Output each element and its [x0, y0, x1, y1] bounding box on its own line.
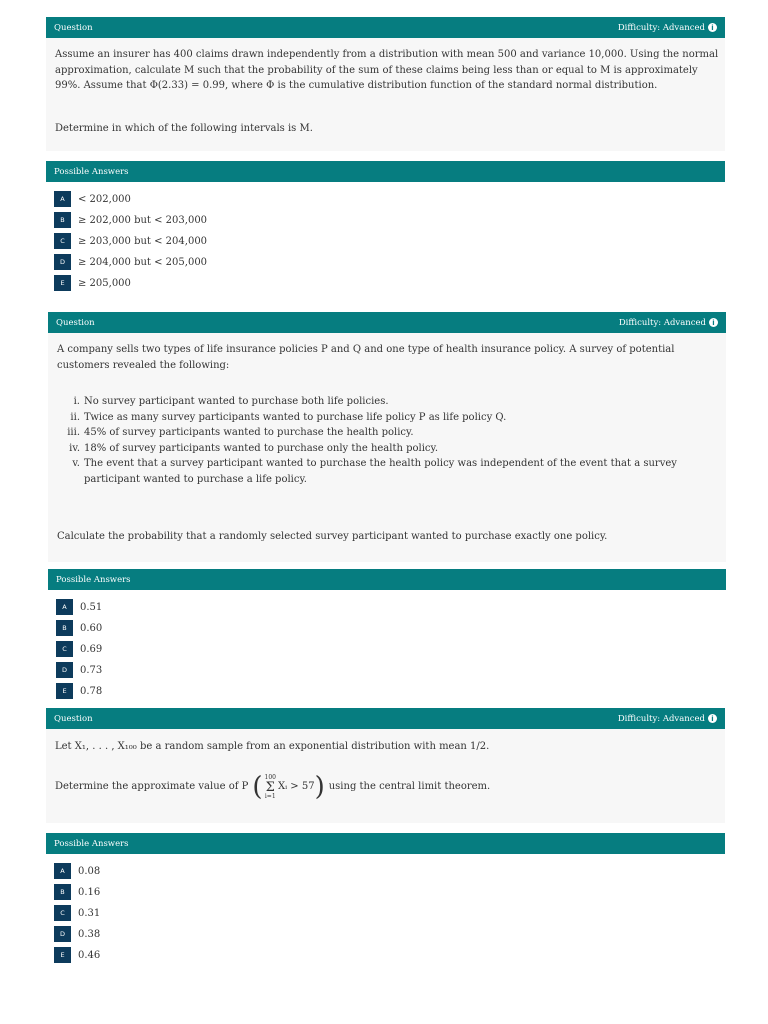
- answer-text: 0.78: [80, 685, 103, 697]
- sum-expression: [252, 774, 324, 800]
- list-text: Twice as many survey participants wanted to purchase life policy P as life policy Q.: [84, 411, 507, 423]
- answer-letter: A: [56, 599, 73, 615]
- answers-label: Possible Answers: [56, 574, 131, 585]
- answer-option[interactable]: [54, 212, 207, 228]
- question-3-prompt: [55, 774, 715, 800]
- answer-text: 0.31: [78, 907, 101, 919]
- answer-text: ≥ 203,000 but < 204,000: [78, 235, 208, 247]
- answer-text: ≥ 202,000 but < 203,000: [78, 214, 208, 226]
- answer-letter: C: [54, 905, 71, 921]
- conditions-list: [60, 394, 720, 487]
- question-label: Question: [56, 317, 95, 328]
- answer-option[interactable]: [54, 926, 100, 942]
- answer-option[interactable]: [56, 620, 102, 636]
- answer-text: 0.69: [80, 643, 103, 655]
- answer-text: 0.38: [78, 928, 101, 940]
- prompt-suffix: using the central limit theorem.: [328, 781, 491, 793]
- answer-text: ≥ 204,000 but < 205,000: [78, 256, 208, 268]
- answers-2-panel: [48, 569, 726, 701]
- list-text: 45% of survey participants wanted to purchase the health policy.: [84, 427, 414, 438]
- answer-option[interactable]: [54, 233, 207, 249]
- sum-body: Xᵢ > 57: [277, 781, 315, 793]
- sum-lower-limit: i=1: [264, 792, 276, 800]
- list-number: i.: [73, 396, 80, 407]
- right-paren: ): [314, 772, 325, 802]
- list-item: [60, 410, 720, 426]
- answer-text: 0.51: [80, 601, 103, 613]
- answer-letter: C: [54, 233, 71, 249]
- answer-letter: D: [54, 926, 71, 942]
- question-label: Question: [54, 22, 93, 33]
- summation: [265, 775, 276, 800]
- list-item: [60, 425, 720, 441]
- answer-option[interactable]: [56, 599, 102, 615]
- answer-letter: A: [54, 191, 71, 207]
- question-2-text: A company sells two types of life insurance policies P and Q and one type of health insurance policy. A survey of potential customers revealed the following:: [57, 344, 675, 371]
- info-icon[interactable]: i: [708, 714, 717, 723]
- answer-option[interactable]: [56, 641, 102, 657]
- answer-text: 0.08: [78, 865, 101, 877]
- question-2-prompt: Calculate the probability that a randomly selected survey participant wanted to purchase exactly one policy.: [57, 531, 608, 542]
- question-3-header: [46, 708, 725, 729]
- list-number: v.: [72, 458, 80, 469]
- answer-letter: D: [56, 662, 73, 678]
- answer-letter: E: [54, 275, 71, 291]
- answer-letter: B: [54, 212, 71, 228]
- question-3-text: Let X₁, . . . , X₁₀₀ be a random sample from an exponential distribution with mean 1/2.: [55, 741, 490, 752]
- difficulty-label: Difficulty: Advanced: [617, 22, 705, 33]
- prompt-prefix: Determine the approximate value of P: [55, 781, 249, 793]
- list-text: No survey participant wanted to purchase both life policies.: [84, 396, 389, 407]
- answers-3-header: [46, 833, 725, 854]
- question-2-header: [48, 312, 726, 333]
- difficulty-indicator: [619, 318, 718, 328]
- answer-letter: B: [54, 884, 71, 900]
- left-paren: (: [252, 772, 263, 802]
- answers-3-panel: [46, 833, 725, 973]
- answer-letter: B: [56, 620, 73, 636]
- answer-letter: E: [54, 947, 71, 963]
- sum-upper-limit: 100: [264, 773, 276, 781]
- sigma-icon: Σ: [265, 779, 275, 795]
- question-1-panel: [46, 17, 725, 151]
- list-text: 18% of survey participants wanted to purchase only the health policy.: [84, 442, 439, 454]
- list-item: [60, 456, 720, 487]
- answer-option[interactable]: [54, 275, 131, 291]
- answer-option[interactable]: [54, 191, 131, 207]
- answer-letter: E: [56, 683, 73, 699]
- list-text: The event that a survey participant wanted to purchase the health policy was independent of the event that a survey participant wanted to purchase a life policy.: [84, 458, 677, 485]
- answers-label: Possible Answers: [54, 166, 129, 177]
- list-number: iii.: [67, 427, 80, 438]
- info-icon[interactable]: i: [708, 23, 717, 32]
- question-label: Question: [54, 713, 93, 724]
- answer-option[interactable]: [54, 254, 207, 270]
- answer-letter: D: [54, 254, 71, 270]
- answer-option[interactable]: [56, 662, 102, 678]
- answer-letter: A: [54, 863, 71, 879]
- question-1-prompt: Determine in which of the following intervals is M.: [55, 123, 313, 134]
- question-1-text: Assume an insurer has 400 claims drawn independently from a distribution with mean 500 and variance 10,000. Using the normal approximation, calculate M such that the probability of the sum of these claims being less than or equal to M is approximately 99%. Assume that Φ(2.33) = 0.99, where Φ is the cumulative distribution function of the standard normal distribution.: [55, 49, 719, 91]
- answer-option[interactable]: [54, 884, 100, 900]
- question-3-panel: [46, 708, 725, 823]
- list-number: iv.: [69, 442, 80, 454]
- question-2-panel: [48, 312, 726, 562]
- answers-label: Possible Answers: [54, 838, 129, 849]
- list-item: [60, 441, 720, 457]
- answer-text: 0.46: [78, 949, 101, 961]
- difficulty-indicator: [618, 714, 717, 724]
- list-number: ii.: [70, 411, 80, 423]
- answer-option[interactable]: [54, 947, 100, 963]
- difficulty-label: Difficulty: Advanced: [617, 713, 705, 724]
- answer-text: 0.16: [78, 886, 101, 898]
- answer-text: 0.73: [80, 664, 103, 676]
- answers-2-header: [48, 569, 726, 590]
- answer-text: 0.60: [80, 622, 103, 634]
- difficulty-label: Difficulty: Advanced: [618, 317, 706, 328]
- question-1-header: [46, 17, 725, 38]
- difficulty-indicator: [618, 23, 717, 33]
- answer-option[interactable]: [54, 863, 100, 879]
- answer-option[interactable]: [56, 683, 102, 699]
- answers-1-header: [46, 161, 725, 182]
- answer-letter: C: [56, 641, 73, 657]
- answer-option[interactable]: [54, 905, 100, 921]
- list-item: [60, 394, 720, 410]
- answer-text: < 202,000: [78, 193, 131, 205]
- answer-text: ≥ 205,000: [78, 277, 131, 289]
- info-icon[interactable]: i: [709, 318, 718, 327]
- answers-1-panel: [46, 161, 725, 293]
